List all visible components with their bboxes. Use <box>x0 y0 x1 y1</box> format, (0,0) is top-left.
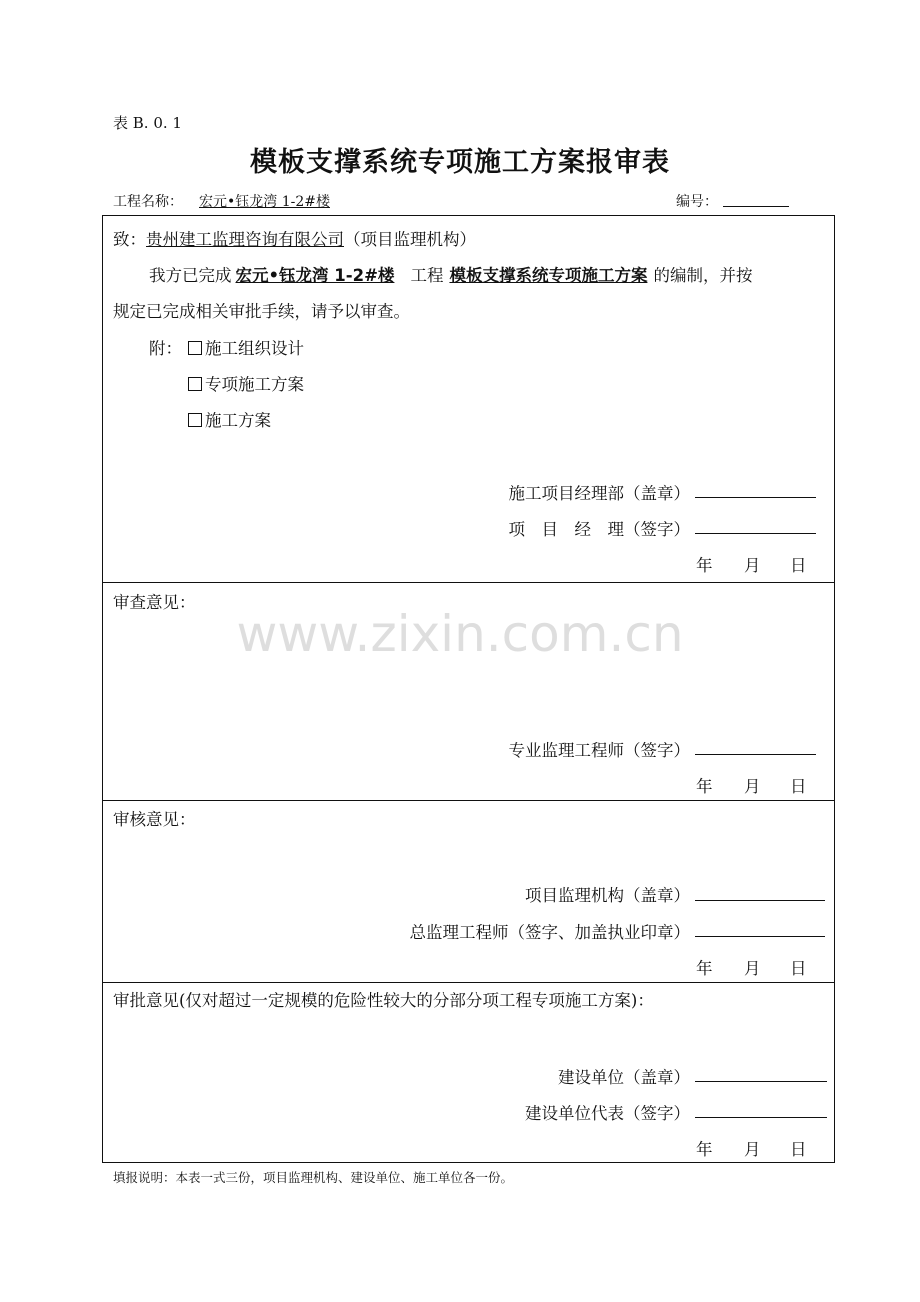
supervising-engineer-signature-field[interactable] <box>695 754 816 755</box>
supervision-org-stamp-label: 项目监理机构（盖章） <box>525 886 690 905</box>
attachment-item[interactable] <box>188 407 271 431</box>
page-title: 模板支撑系统专项施工方案报审表 <box>250 147 670 178</box>
project-manager-signature-field[interactable] <box>695 533 816 534</box>
statement-project: 宏元•钰龙湾 1-2#楼 <box>235 266 395 285</box>
attachment-label: 附： <box>149 339 182 358</box>
statement-mid: 工程 <box>410 266 444 285</box>
supervising-engineer-label: 专业监理工程师（签字） <box>508 741 690 760</box>
section-divider <box>102 982 835 983</box>
contractor-stamp-field[interactable] <box>695 497 816 498</box>
month-label: 月 <box>744 777 761 796</box>
audit-opinion-heading: 审核意见： <box>113 810 196 829</box>
section-divider <box>102 800 835 801</box>
year-label: 年 <box>696 777 713 796</box>
attachment-item[interactable] <box>188 335 304 359</box>
attachment-item[interactable] <box>188 371 304 395</box>
checkbox-icon[interactable] <box>188 377 202 391</box>
year-label: 年 <box>696 1140 713 1159</box>
contractor-stamp-label: 施工项目经理部（盖章） <box>508 484 690 503</box>
approval-opinion-heading: 审批意见(仅对超过一定规模的危险性较大的分部分项工程专项施工方案)： <box>113 991 654 1010</box>
section-divider <box>102 582 835 583</box>
owner-representative-label: 建设单位代表（签字） <box>525 1104 690 1123</box>
chief-engineer-signature-field[interactable] <box>695 936 825 937</box>
day-label: 日 <box>790 777 807 796</box>
attachment-label-text: 施工方案 <box>205 411 271 430</box>
supervision-org-stamp-field[interactable] <box>695 900 825 901</box>
checkbox-icon[interactable] <box>188 341 202 355</box>
statement-line-1 <box>149 262 752 286</box>
month-label: 月 <box>744 556 761 575</box>
form-code: 表 B. 0. 1 <box>113 114 182 132</box>
year-label: 年 <box>696 556 713 575</box>
statement-plan: 模板支撑系统专项施工方案 <box>449 266 648 285</box>
date-line <box>696 552 807 576</box>
addressee-prefix: 致： <box>113 230 146 249</box>
addressee-line <box>113 226 476 250</box>
day-label: 日 <box>790 1140 807 1159</box>
project-name-value: 宏元•钰龙湾 1-2#楼 <box>199 194 330 210</box>
owner-stamp-field[interactable] <box>695 1081 827 1082</box>
statement-line-2: 规定已完成相关审批手续，请予以审查。 <box>113 302 410 321</box>
addressee-suffix: （项目监理机构） <box>344 230 476 249</box>
project-name-label: 工程名称： <box>113 194 183 210</box>
date-line <box>696 1136 807 1160</box>
attachment-label-text: 施工组织设计 <box>205 339 304 358</box>
review-opinion-heading: 审查意见： <box>113 593 196 612</box>
month-label: 月 <box>744 959 761 978</box>
month-label: 月 <box>744 1140 761 1159</box>
day-label: 日 <box>790 959 807 978</box>
statement-suffix: 的编制，并按 <box>653 266 753 285</box>
year-label: 年 <box>696 959 713 978</box>
project-manager-label: 项 目 经 理（签字） <box>508 520 690 539</box>
serial-number-field[interactable] <box>723 206 789 207</box>
date-line <box>696 773 807 797</box>
chief-engineer-label: 总监理工程师（签字、加盖执业印章） <box>409 923 690 942</box>
day-label: 日 <box>790 556 807 575</box>
date-line <box>696 955 807 979</box>
serial-number-label: 编号： <box>676 194 718 210</box>
owner-stamp-label: 建设单位（盖章） <box>558 1068 690 1087</box>
filling-note: 填报说明：本表一式三份，项目监理机构、建设单位、施工单位各一份。 <box>113 1170 514 1185</box>
statement-prefix: 我方已完成 <box>149 266 232 285</box>
watermark: www.zixin.com.cn <box>236 605 684 663</box>
attachment-label-text: 专项施工方案 <box>205 375 304 394</box>
owner-representative-signature-field[interactable] <box>695 1117 827 1118</box>
checkbox-icon[interactable] <box>188 413 202 427</box>
addressee-org: 贵州建工监理咨询有限公司 <box>146 230 344 249</box>
